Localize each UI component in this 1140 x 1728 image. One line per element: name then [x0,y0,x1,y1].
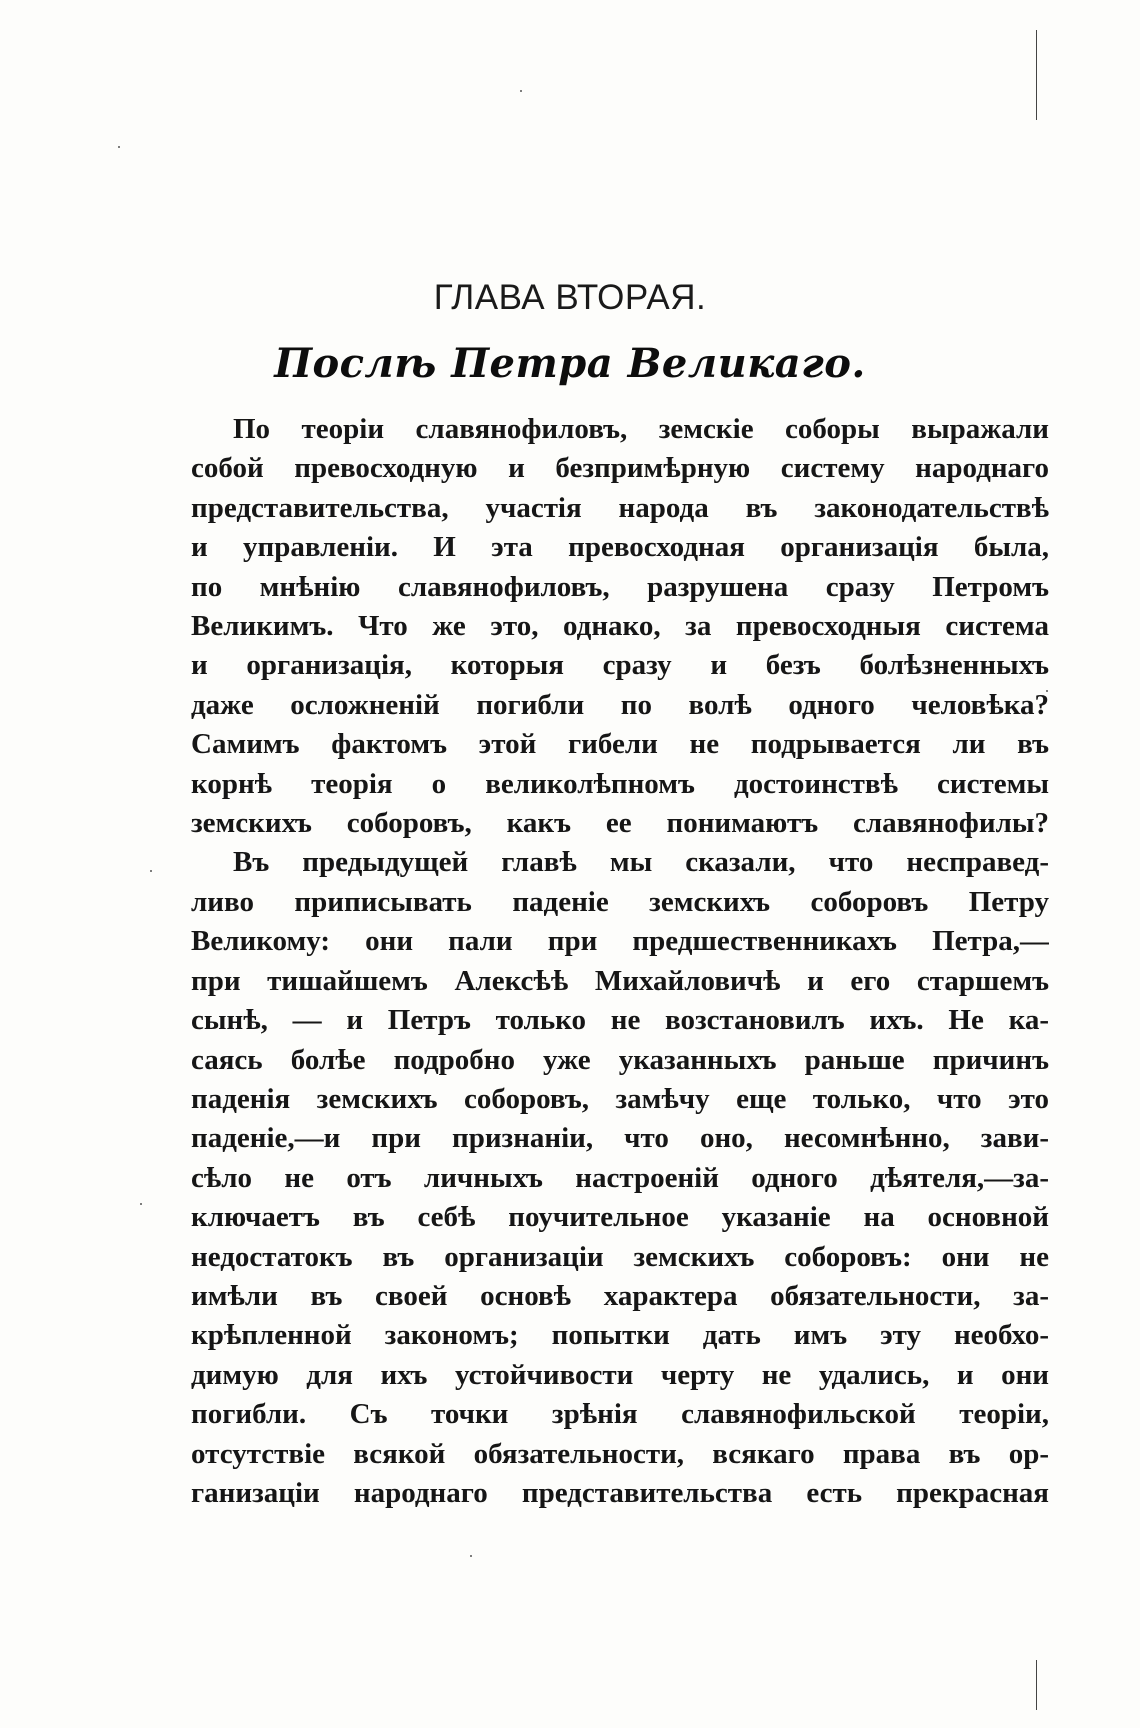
chapter-heading: ГЛАВА ВТОРАЯ. [433,278,707,317]
text-line: по мнѣнію славянофиловъ, разрушена сразу Петромъ [191,570,1049,603]
text-line: Самимъ фактомъ этой гибели не подрывается ли въ [191,728,1049,761]
text-line: земскихъ соборовъ, какъ ее понимаютъ славянофилы? [191,807,1049,840]
scan-speck [140,1203,142,1205]
text-line: Великимъ. Что же это, однако, за превосходныя система [191,610,1049,643]
text-line: димую для ихъ устойчивости черту не удались, и они [191,1358,1049,1391]
text-line: паденія земскихъ соборовъ, замѣчу еще только, что это [191,1082,1049,1115]
text-line: Въ предыдущей главѣ мы сказали, что несправед- [233,846,1049,879]
text-line: ливо приписывать паденіе земскихъ соборовъ Петру [191,885,1049,918]
chapter-subtitle: Послѣ Петра Великаго. [274,340,866,387]
scan-speck [150,870,152,872]
scan-speck [520,90,522,92]
text-line: собой превосходную и безпримѣрную систему народнаго [191,452,1049,485]
text-line: даже осложненій погибли по волѣ одного человѣка? [191,688,1049,721]
text-line: сынѣ, — и Петръ только не возстановилъ ихъ. Не ка- [191,1004,1049,1037]
body-text [191,410,1049,1513]
text-line: сѣло не отъ личныхъ настроеній одного дѣятеля,—за- [191,1161,1049,1194]
text-line: и организація, которыя сразу и безъ болѣзненныхъ [191,649,1049,682]
text-line: отсутствіе всякой обязательности, всякаго права въ ор- [191,1437,1049,1470]
scan-margin-mark [1036,30,1037,120]
paragraph [191,843,1049,1513]
text-line: корнѣ теорія о великолѣпномъ достоинствѣ системы [191,767,1049,800]
text-line: паденіе,—и при признаніи, что оно, несомнѣнно, зави- [191,1122,1049,1155]
text-line: Великому: они пали при предшественникахъ Петра,— [191,925,1049,958]
text-line: представительства, участія народа въ законодательствѣ [191,491,1049,524]
scan-speck [470,1555,472,1557]
text-line: По теоріи славянофиловъ, земскіе соборы выражали [233,413,1049,445]
text-line: погибли. Съ точки зрѣнія славянофильской теоріи, [191,1398,1049,1431]
text-line: крѣпленной закономъ; попытки дать имъ эту необхо- [191,1319,1049,1352]
text-line: при тишайшемъ Алексѣѣ Михайловичѣ и его старшемъ [191,964,1049,997]
text-line: имѣли въ своей основѣ характера обязательности, за- [191,1279,1049,1312]
text-line: саясь болѣе подробно уже указанныхъ раньше причинъ [191,1043,1049,1076]
text-line: недостатокъ въ организаціи земскихъ соборовъ: они не [191,1240,1049,1273]
scan-speck [118,146,120,148]
text-line: и управленіи. И эта превосходная организація была, [191,531,1049,564]
text-line: ганизаціи народнаго представительства есть прекрасная [191,1476,1049,1509]
scan-margin-mark [1036,1660,1037,1710]
paragraph [191,410,1049,843]
text-line: ключаетъ въ себѣ поучительное указаніе на основной [191,1201,1049,1234]
